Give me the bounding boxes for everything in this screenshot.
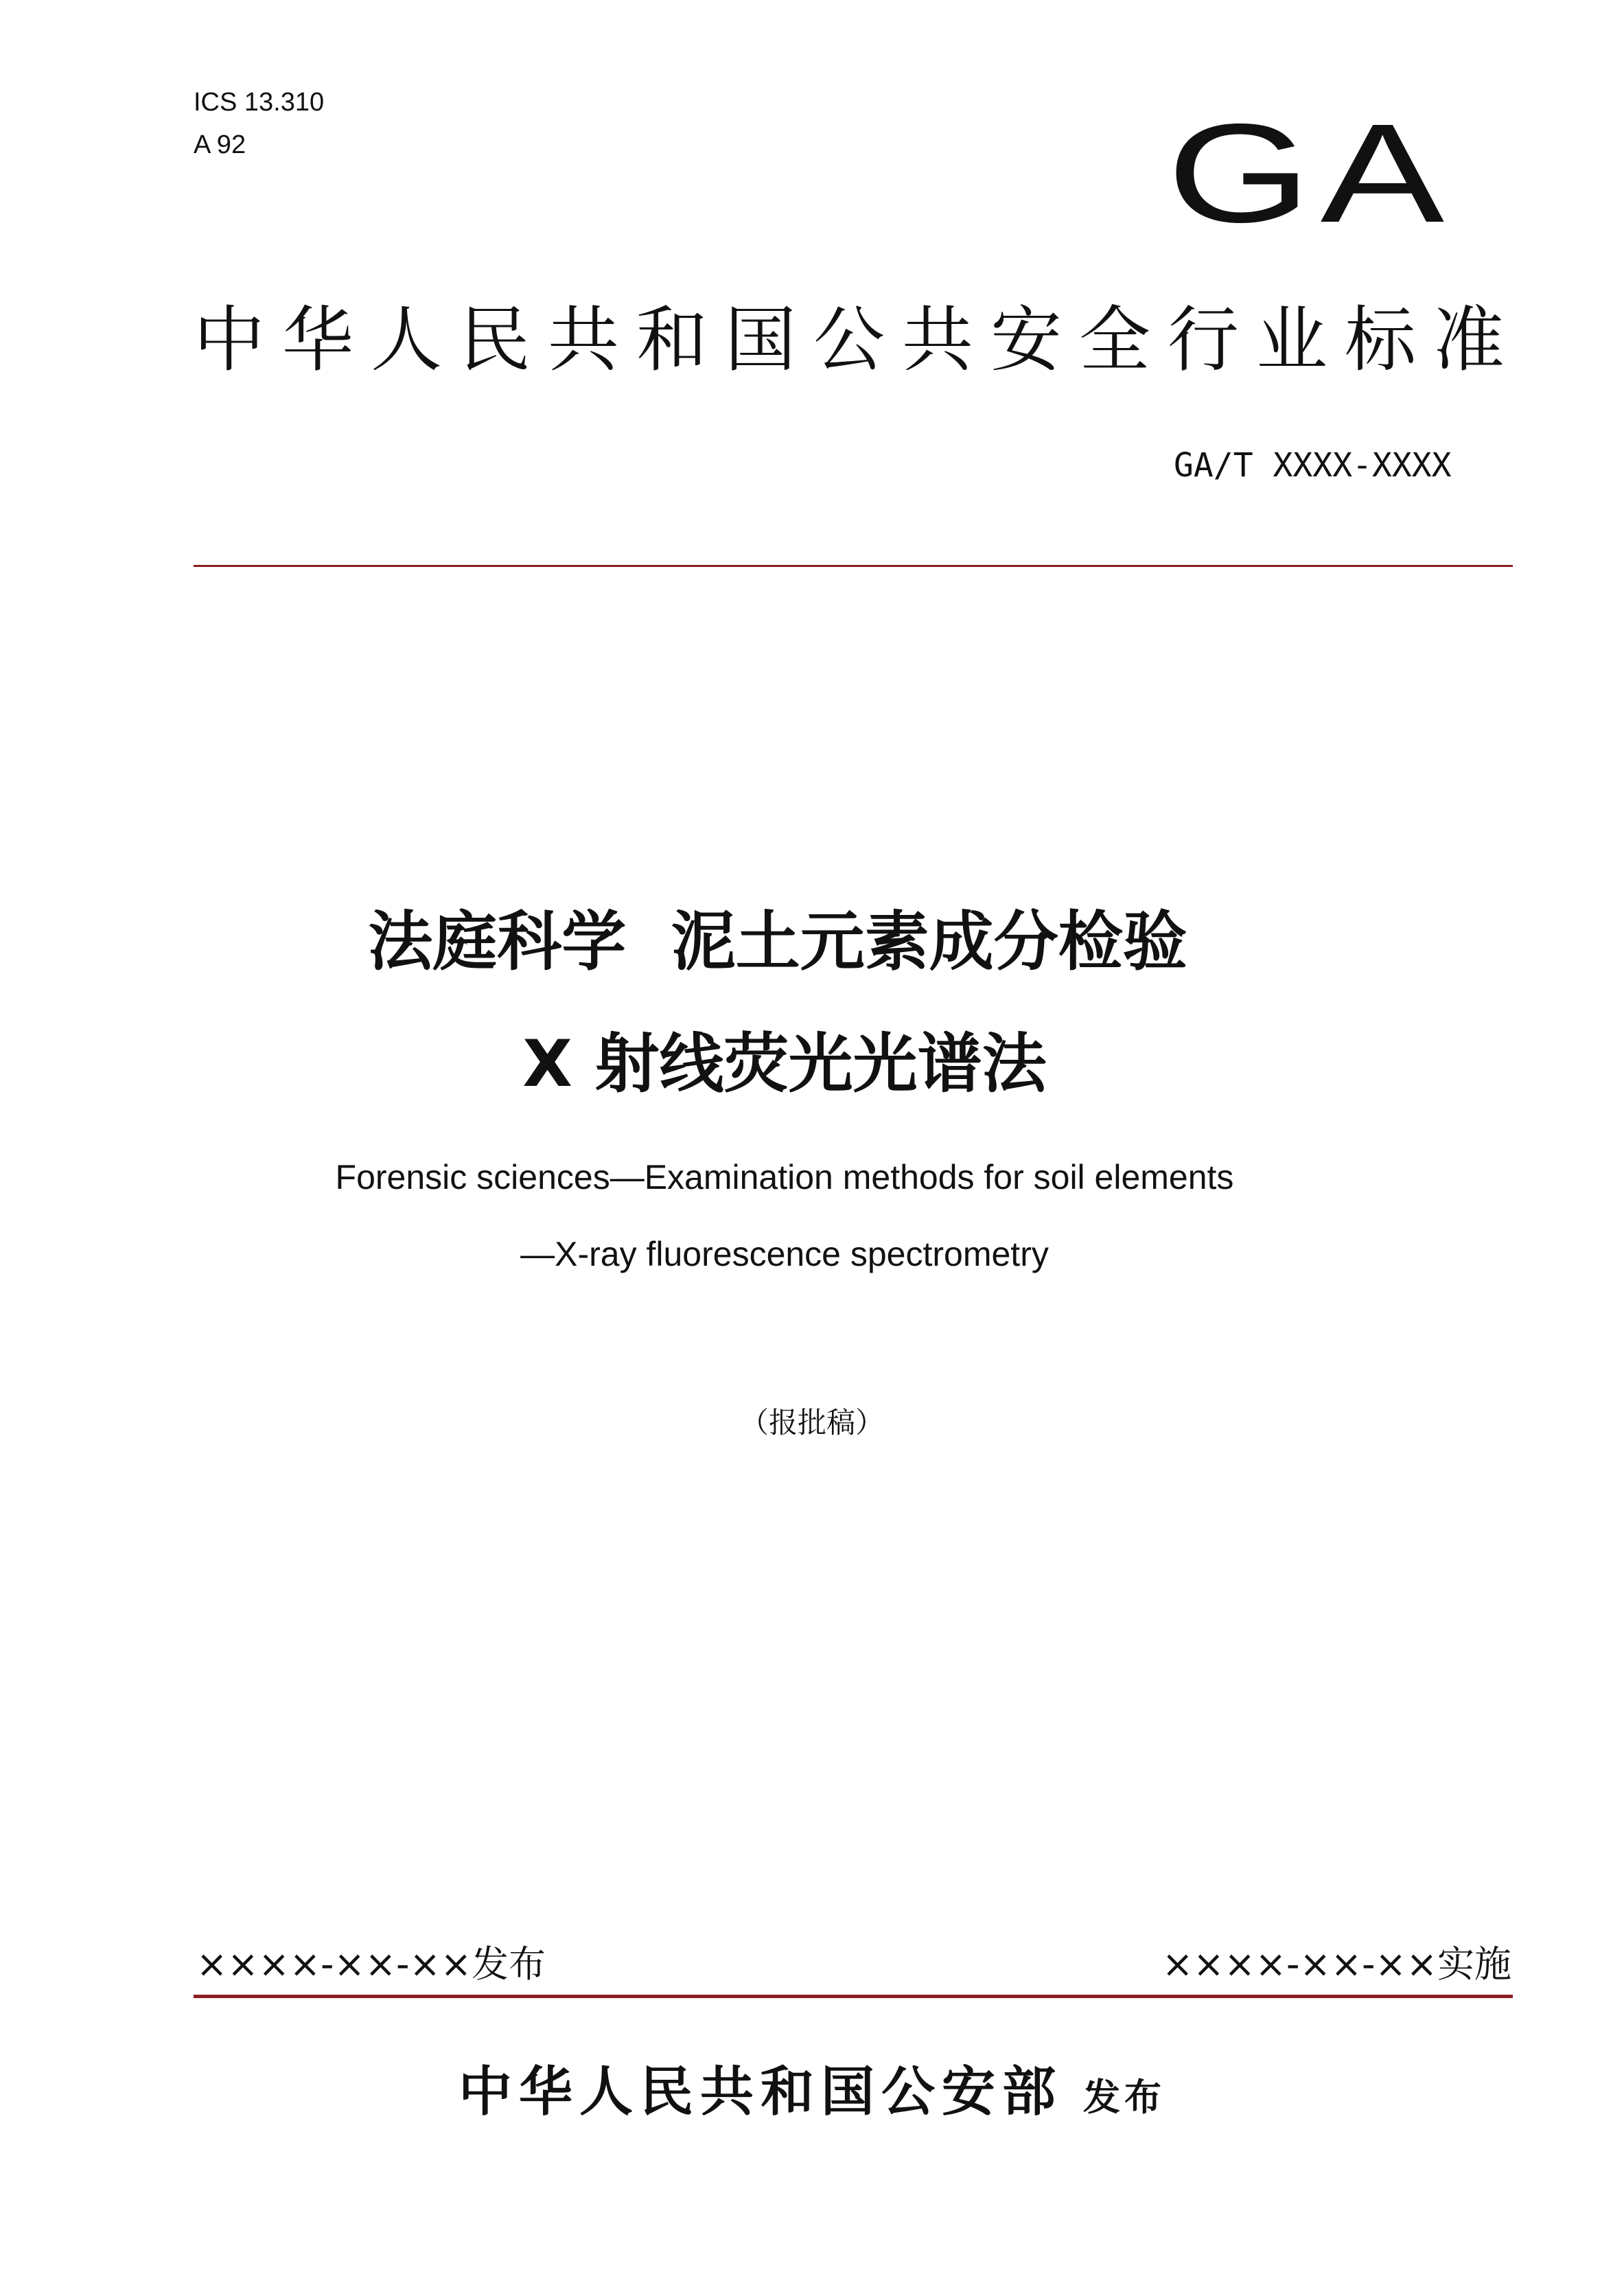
issuer-line <box>0 2049 1624 2126</box>
draft-status: （报批稿） <box>739 1406 884 1439</box>
issue-date: ××××-××-××发布 <box>196 1943 546 1986</box>
title-en-line2: —X-ray fluorescence spectrometry <box>520 1235 1049 1273</box>
title-en-line1: Forensic sciences—Examination methods for soil elements <box>335 1158 1234 1196</box>
bottom-divider <box>194 1995 1513 1998</box>
title-zh-line2: X 射线荧光光谱法 <box>522 1027 1047 1102</box>
issuer-action: 发布 <box>1083 2075 1165 2119</box>
implement-date: ××××-××-××实施 <box>1162 1943 1511 1986</box>
standard-code: GA/T XXXX-XXXX <box>1174 446 1452 485</box>
title-zh-line1: 法庭科学 泥土元素成分检验 <box>368 905 1187 979</box>
ga-logo: GA <box>1167 95 1454 252</box>
classification-block <box>194 81 324 166</box>
top-divider <box>194 565 1513 567</box>
ccs-code: A 92 <box>194 130 246 159</box>
ics-code: ICS 13.310 <box>194 88 325 117</box>
issuer-department: 中华人民共和国公安部 <box>458 2061 1063 2123</box>
standard-category: 中华人民共和国公共安全行业标准 <box>194 298 1522 382</box>
